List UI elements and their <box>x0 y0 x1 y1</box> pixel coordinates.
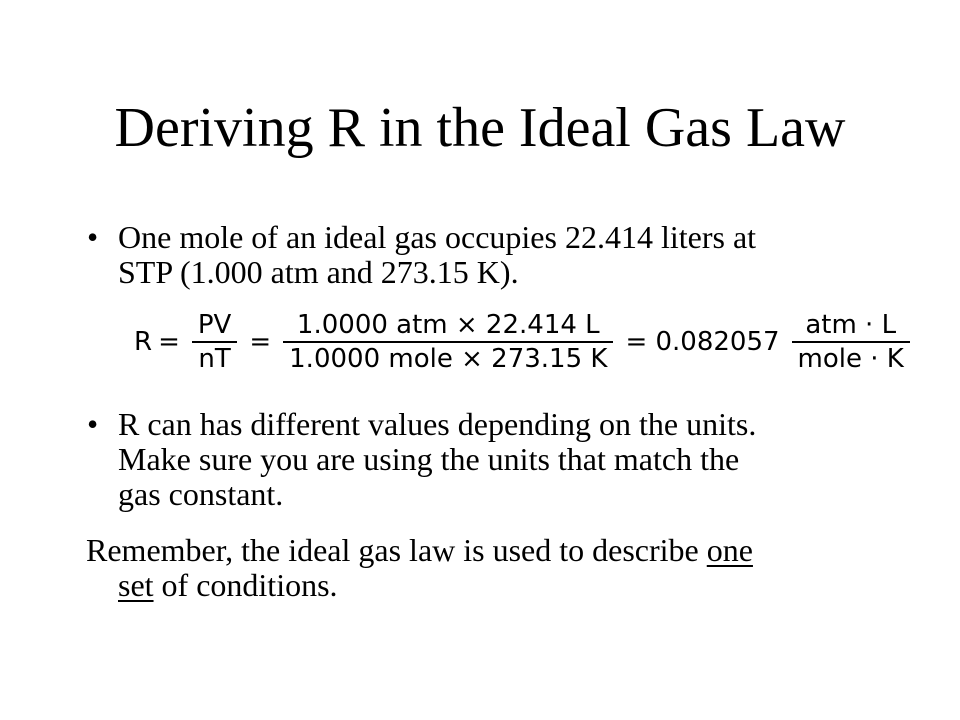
equals-sign: = <box>249 327 272 357</box>
fraction-numerator: 1.0000 atm × 22.414 L <box>296 310 600 340</box>
remember-note <box>86 533 753 603</box>
fraction-numerator: PV <box>197 310 232 340</box>
fraction-pv-nt <box>192 309 237 375</box>
gas-constant-equation <box>134 305 916 379</box>
bullet-line: STP (1.000 atm and 273.15 K). <box>118 254 519 290</box>
bullet-marker: • <box>87 219 99 255</box>
underlined-word-set: set <box>118 567 154 603</box>
fraction-denominator: mole · K <box>797 344 904 374</box>
equation-lhs: R <box>134 327 153 357</box>
remember-text: of conditions. <box>153 567 338 603</box>
bullet-line: One mole of an ideal gas occupies 22.414 liters at <box>118 219 757 255</box>
remember-line-1 <box>86 533 753 568</box>
equation-result: = 0.082057 <box>625 327 780 357</box>
remember-line-2 <box>86 568 753 603</box>
bullet-line: R can has different values depending on the units. <box>118 406 757 442</box>
bullet-line: gas constant. <box>118 476 284 512</box>
slide-title: Deriving R in the Ideal Gas Law <box>114 97 846 159</box>
fraction-values <box>283 309 613 375</box>
bullet-line: Make sure you are using the units that match the <box>118 441 740 477</box>
fraction-numerator: atm · L <box>805 310 897 340</box>
fraction-denominator: nT <box>198 344 231 374</box>
remember-text: Remember, the ideal gas law is used to describe <box>86 532 707 568</box>
underlined-word-one: one <box>706 532 753 568</box>
fraction-denominator: 1.0000 mole × 273.15 K <box>289 344 608 374</box>
bullet-text-units <box>118 407 756 512</box>
bullet-marker: • <box>87 406 99 442</box>
bullet-text-stp <box>118 220 756 290</box>
equals-sign: = <box>158 327 180 357</box>
fraction-units <box>792 309 910 375</box>
